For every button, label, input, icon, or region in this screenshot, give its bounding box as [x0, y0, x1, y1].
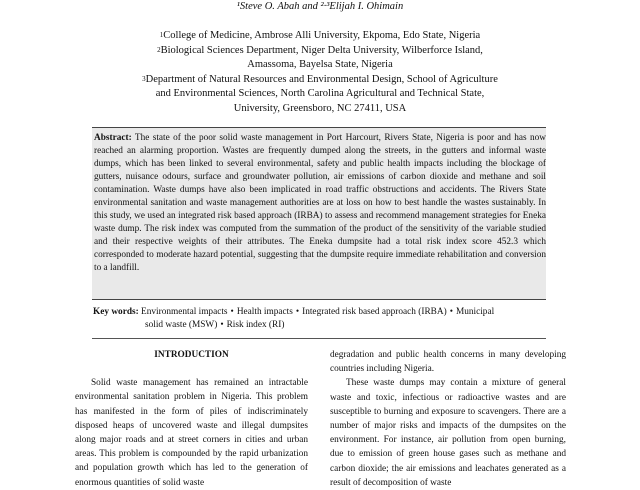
affiliation-3: $^3$Department of Natural Resources and Environmental Design, School of Agriculture: [142, 73, 498, 85]
right-column: [330, 348, 566, 490]
affiliation-2-cont: Amassoma, Bayelsa State, Nigeria: [247, 59, 393, 71]
keyword-item: Risk index (RI): [226, 320, 285, 331]
right-paragraph-1: degradation and public health concerns in many developing countries including Nigeria.: [330, 350, 566, 375]
keywords-label: Key words:: [93, 307, 139, 317]
section-divider: [92, 338, 546, 339]
keyword-separator: •: [449, 307, 453, 317]
keywords-row-2: [93, 319, 553, 332]
keyword-separator: •: [230, 307, 234, 317]
keyword-item: Environmental impacts: [141, 307, 228, 317]
affiliation-3-cont: and Environmental Sciences, North Carolina Agricultural and Technical State,: [155, 88, 485, 100]
keywords: [93, 306, 553, 333]
abstract-box: [92, 127, 546, 300]
affiliation-2: $^2$Biological Sciences Department, Niger Delta University, Wilberforce Island,: [157, 44, 483, 56]
keywords-row-1: [93, 306, 553, 319]
affiliation-1: $^1$College of Medicine, Ambrose Alli University, Ekpoma, Edo State, Nigeria: [159, 30, 481, 41]
introduction-heading: INTRODUCTION: [154, 350, 229, 360]
abstract-body: The state of the poor solid waste management in Port Harcourt, Rivers State, Nigeria is poor and has now reached an alarming proportion. Wastes are frequently dumped along the streets, in the gutters and informal waste dumps, which has been linked to several environmental, safety and public health impacts including the blockage of gutters, nuisance odours, surface and groundwater pollution, air emissions of carbon dioxide and methane and soil contamination. Waste dumps have also been implicated in road traffic obstructions and accidents. The Rivers State environmental sanitation and waste management authorities are at loss on how to best handle the wastes sustainably. In this study, we used an integrated risk based approach (IRBA) to assess and recommend management strategies for Eneka waste dump. The risk index was computed from the summation of the product of the sensitivity of the variable studied and their respective weights of their attributes. The Eneka dumpsite had a total risk index score 452.3 which corresponded to moderate hazard potential, suggesting that the dumpsite require immediate rehabilitation and conversion to a landfill.: [94, 133, 546, 273]
keyword-separator: •: [295, 307, 300, 317]
intro-paragraph: Solid waste management has remained an intractable environmental sanitation problem in Nigeria. This problem has manifested in the form of piles of indiscriminately disposed heaps of uncovered waste and illegal dumpsites along major roads and at street corners in cities and urban areas. This problem is compounded by the rapid urbanization and population growth which has led to the generation of enormous quantities of solid waste: [75, 378, 308, 488]
left-column: [75, 348, 308, 490]
keyword-item-part: Municipal: [455, 307, 495, 317]
keyword-item-part: solid waste (MSW): [145, 320, 218, 331]
abstract-label: Abstract:: [94, 133, 132, 143]
abstract-text: [94, 132, 546, 275]
affiliations: [0, 29, 640, 117]
keyword-separator: •: [220, 320, 224, 331]
keyword-item: Health impacts: [236, 307, 293, 317]
affiliation-3-cont2: University, Greensboro, NC 27411, USA: [233, 102, 407, 114]
author-line: ¹Steve O. Abah and ²·³Elijah I. Ohimain: [236, 1, 404, 12]
right-paragraph-2: These waste dumps may contain a mixture of general waste and toxic, infectious or radioactive wastes and are susceptible to burning and exposure to scavengers. There are a number of major risks and impacts of the dumpsites on the environment. For instance, air pollution from open burning, due to emission of green house gases such as methane and carbon dioxide; the air emissions and leachates generated as a result of decomposition of waste: [330, 378, 566, 488]
keyword-item: Integrated risk based approach (IRBA): [302, 307, 447, 317]
